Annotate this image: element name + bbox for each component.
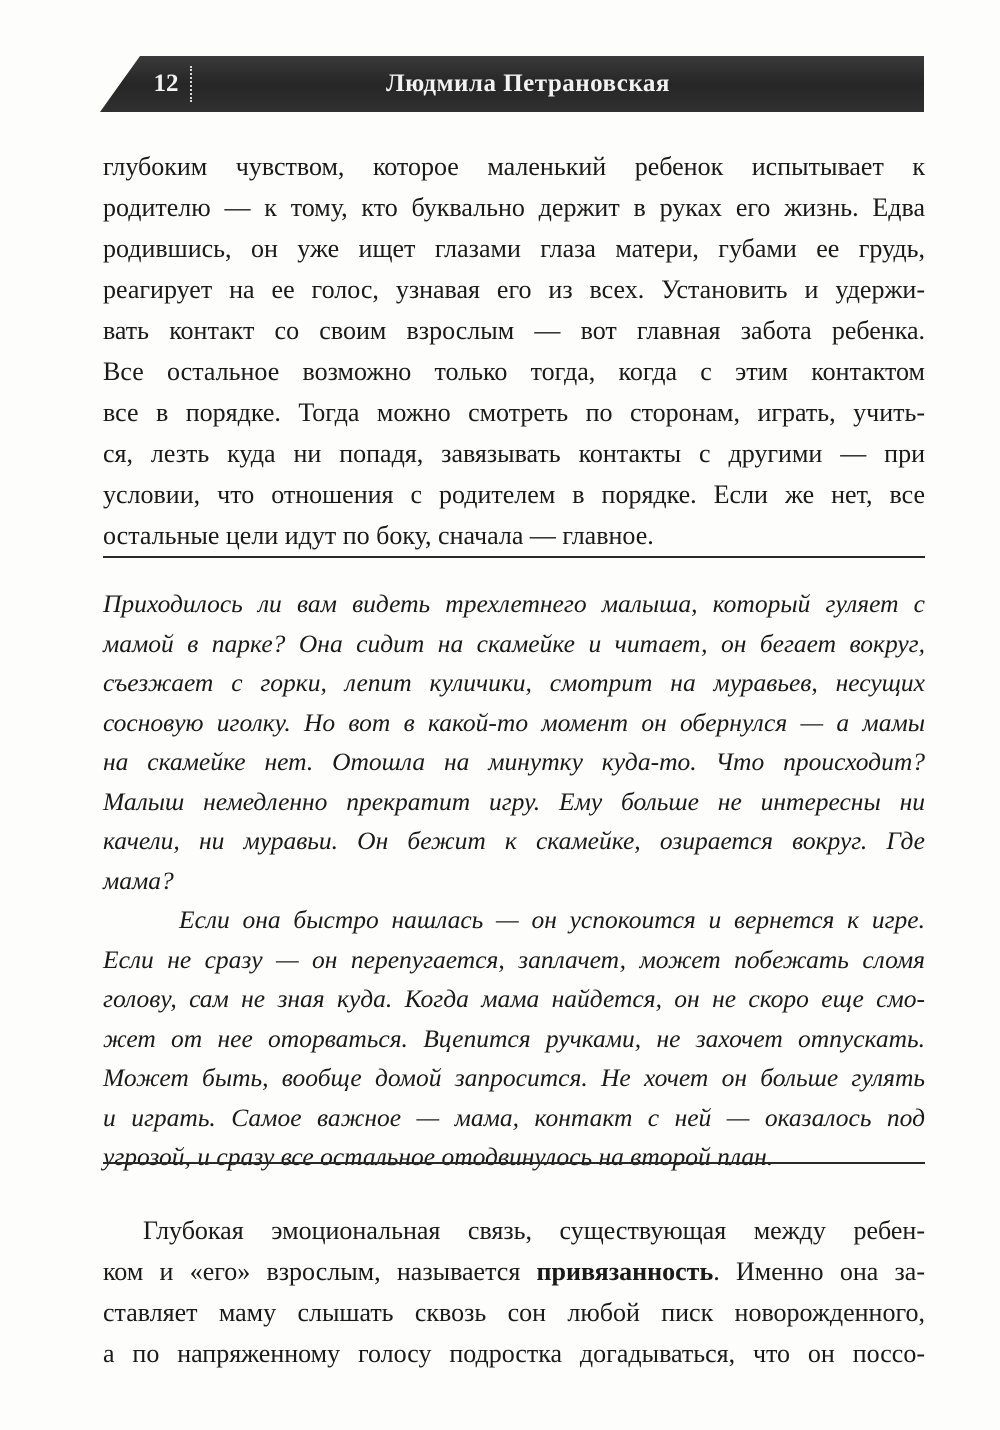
text-line xyxy=(103,1251,925,1292)
text-line: родившись, он уже ищет глазами глаза матери, губами ее грудь, xyxy=(103,234,925,263)
example-line: и играть. Самое важное — мама, контакт с ней — оказалось под xyxy=(103,1102,925,1132)
example-line: жет от нее оторваться. Вцепится ручками, не захочет отпускать. xyxy=(103,1023,925,1053)
header-corner-notch xyxy=(100,56,140,112)
text-line: реагирует на ее голос, узнавая его из всех. Установить и удержи- xyxy=(103,275,925,304)
text-line: глубоким чувством, которое маленький ребенок испытывает к xyxy=(103,152,925,181)
text-line: условии, что отношения с родителем в порядке. Если же нет, все xyxy=(103,480,925,509)
example-bottom-rule xyxy=(103,1162,925,1164)
text-line: Глубокая эмоциональная связь, существующая между ребен- xyxy=(143,1216,925,1245)
text-line: а по напряженному голосу подростка догадываться, что он поссо- xyxy=(103,1339,925,1368)
closing-paragraph xyxy=(103,1210,925,1374)
text-fragment: . Именно она за- xyxy=(713,1257,925,1286)
text-line: Все остальное возможно только тогда, когда с этим контактом xyxy=(103,357,925,386)
text-line: родителю — к тому, кто буквально держит в руках его жизнь. Едва xyxy=(103,193,925,222)
text-fragment: ком и «его» взрослым, называется xyxy=(103,1257,537,1286)
example-line: мамой в парке? Она сидит на скамейке и читает, он бегает вокруг, xyxy=(103,628,925,658)
example-line: Малыш немедленно прекратит игру. Ему больше не интересны ни xyxy=(103,786,925,816)
example-top-rule xyxy=(103,556,925,558)
example-line: мама? xyxy=(103,865,174,895)
example-line: голову, сам не зная куда. Когда мама найдется, он не скоро еще смо- xyxy=(103,984,925,1013)
example-line: Если она быстро нашлась — он успокоится и вернется к игре. xyxy=(179,905,925,934)
example-line: сосновую иголку. Но вот в какой-то момент он обернулся — а мамы xyxy=(103,707,925,737)
page-number: 12 xyxy=(153,70,179,97)
text-line: все в порядке. Тогда можно смотреть по сторонам, играть, учить- xyxy=(103,398,925,427)
example-line: Приходилось ли вам видеть трехлетнего малыша, который гуляет с xyxy=(103,589,925,618)
running-title: Людмила Петрановская xyxy=(386,70,670,97)
text-line: ставляет маму слышать сквозь сон любой писк новорожденного, xyxy=(103,1298,925,1327)
example-line: качели, ни муравьи. Он бежит к скамейке, озирается вокруг. Где xyxy=(103,826,925,855)
example-line: на скамейке нет. Отошла на минутку куда-то. Что происходит? xyxy=(103,747,925,776)
example-line: съезжает с горки, лепит куличики, смотрит на муравьев, несущих xyxy=(103,668,925,697)
running-header xyxy=(100,56,924,112)
text-line: остальные цели идут по боку, сначала — главное. xyxy=(103,521,654,550)
example-line: Если не сразу — он перепугается, заплачет, может побежать сломя xyxy=(103,944,925,974)
key-term: привязанность xyxy=(536,1257,714,1286)
example-line: угрозой, и сразу все остальное отодвинулось на второй план. xyxy=(103,1142,774,1171)
example-line: Может быть, вообще домой запросится. Не хочет он больше гулять xyxy=(103,1063,925,1092)
example-box xyxy=(103,584,925,1177)
intro-paragraph xyxy=(103,146,925,556)
text-line: вать контакт со своим взрослым — вот главная забота ребенка. xyxy=(103,316,925,345)
text-line: ся, лезть куда ни попадя, завязывать контакты с другими — при xyxy=(103,439,925,468)
